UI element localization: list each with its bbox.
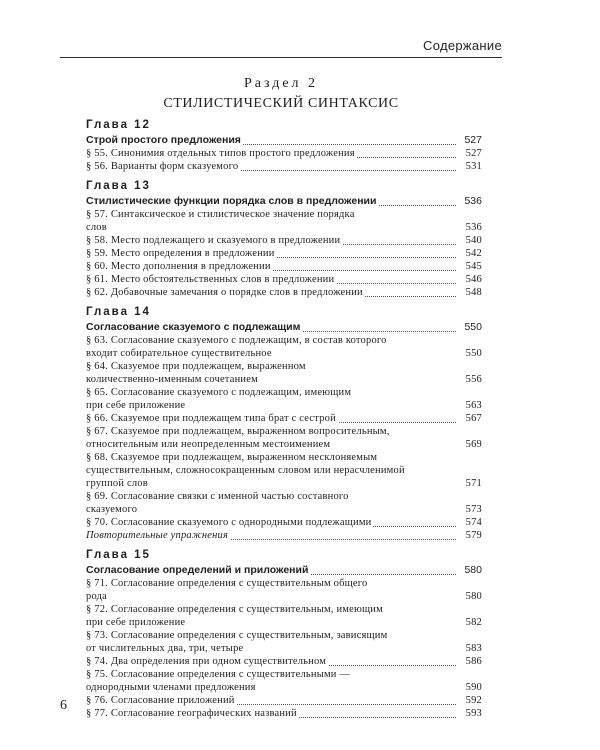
- toc-entry: [86, 286, 482, 299]
- toc-entry-line: группой слов: [86, 478, 148, 489]
- toc-entry-line: § 69. Согласование связки с именной частью составного: [86, 491, 349, 502]
- toc-entry: [86, 668, 482, 694]
- chapter-label: Глава 14: [86, 306, 151, 318]
- toc-entry-text: § 59. Место определения в предложении: [86, 248, 275, 259]
- toc-page-number: 540: [458, 234, 482, 247]
- toc-entry: [86, 234, 482, 247]
- chapter-block: [86, 179, 482, 299]
- toc-entry: [86, 655, 482, 668]
- toc-entry: [86, 529, 482, 542]
- toc-page-number: 579: [458, 529, 482, 542]
- toc-entry-text: § 58. Место подлежащего и сказуемого в предложении: [86, 235, 341, 246]
- toc-page-number: 563: [458, 399, 482, 412]
- toc-entry: [86, 603, 482, 629]
- toc-entry-line: § 71. Согласование определения с существительным общего: [86, 578, 368, 589]
- toc-entry: [86, 425, 482, 451]
- toc-page-number: 590: [458, 681, 482, 694]
- toc-page-number: 567: [458, 412, 482, 425]
- toc-entry: [86, 490, 482, 516]
- toc-entry-text: § 76. Согласование приложений: [86, 695, 235, 706]
- chapter-page-number: 580: [458, 563, 482, 577]
- toc-entry-line: § 75. Согласование определения с существительными —: [86, 669, 351, 680]
- toc-page-number: 569: [458, 438, 482, 451]
- toc-entry-line: § 73. Согласование определения с существительным, зависящим: [86, 630, 388, 641]
- toc-entry-text: [86, 208, 482, 234]
- chapter-title: [86, 320, 482, 334]
- chapter-page-number: 550: [458, 320, 482, 334]
- toc-entry: [86, 707, 482, 720]
- toc-entry-text: [86, 360, 482, 386]
- toc-entry-line: § 67. Сказуемое при подлежащем, выраженном вопросительным,: [86, 426, 390, 437]
- toc-entry-text: § 74. Два определения при одном существительном: [86, 656, 327, 667]
- toc-entry-text: § 61. Место обстоятельственных слов в предложении: [86, 274, 335, 285]
- toc-page-number: 582: [458, 616, 482, 629]
- toc-entry-text: [86, 425, 482, 451]
- toc-entry: [86, 247, 482, 260]
- toc-entry: [86, 577, 482, 603]
- toc-entry-line: входит собирательное существительное: [86, 348, 272, 359]
- toc-entry: [86, 360, 482, 386]
- toc-entry-text: [86, 603, 482, 629]
- toc-page-number: 546: [458, 273, 482, 286]
- toc-entry-text: [86, 334, 482, 360]
- chapter-title: [86, 133, 482, 147]
- toc-page-number: 583: [458, 642, 482, 655]
- toc-page-number: 580: [458, 590, 482, 603]
- chapter-label: Глава 15: [86, 549, 151, 561]
- toc-entry: [86, 694, 482, 707]
- toc-page-number: 536: [458, 221, 482, 234]
- toc-page-number: 556: [458, 373, 482, 386]
- chapter-title-text: Строй простого предложения: [86, 134, 241, 146]
- chapter-label: Глава 13: [86, 180, 151, 192]
- toc-page-number: 531: [458, 160, 482, 173]
- toc-entry-text: § 62. Добавочные замечания о порядке слов в предложении: [86, 287, 363, 298]
- chapter-page-number: 527: [458, 133, 482, 147]
- toc-entry-text: § 77. Согласование географических названий: [86, 708, 297, 719]
- toc-entry-text: [86, 386, 482, 412]
- toc-entry-text: § 60. Место дополнения в предложении: [86, 261, 271, 272]
- chapter-page-number: 536: [458, 194, 482, 208]
- chapter-title-text: Согласование сказуемого с подлежащим: [86, 321, 301, 333]
- chapter-title: [86, 194, 482, 208]
- toc-entry: [86, 629, 482, 655]
- chapter-block: [86, 118, 482, 173]
- section-title: СТИЛИСТИЧЕСКИЙ СИНТАКСИС: [163, 96, 399, 111]
- chapter-label: Глава 12: [86, 119, 151, 131]
- toc-page-number: 586: [458, 655, 482, 668]
- toc-page-number: 550: [458, 347, 482, 360]
- toc-entry-text: § 56. Варианты форм сказуемого: [86, 161, 239, 172]
- toc-entry: [86, 386, 482, 412]
- toc-page-number: 542: [458, 247, 482, 260]
- toc-entry-line: § 64. Сказуемое при подлежащем, выраженном: [86, 361, 306, 372]
- chapter-title-text: Стилистические функции порядка слов в предложении: [86, 195, 377, 207]
- table-of-contents: [86, 112, 482, 720]
- toc-entry-text: Повторительные упражнения: [86, 530, 229, 541]
- toc-entry-line: сказуемого: [86, 504, 138, 515]
- toc-entry-text: § 70. Согласование сказуемого с однородными подлежащими: [86, 517, 372, 528]
- section-label: Раздел 2: [243, 76, 319, 91]
- toc-entry: [86, 147, 482, 160]
- toc-entry-line: относительным или неопределенным местоимением: [86, 439, 331, 450]
- toc-page-number: 574: [458, 516, 482, 529]
- toc-entry: [86, 260, 482, 273]
- running-head-title: Содержание: [423, 38, 502, 53]
- toc-entry-line: § 68. Сказуемое при подлежащем, выраженном несклоняемым: [86, 452, 378, 463]
- page-number: 6: [60, 698, 67, 713]
- toc-page-number: 545: [458, 260, 482, 273]
- toc-page-number: 527: [458, 147, 482, 160]
- chapter-block: [86, 305, 482, 542]
- running-head: [60, 38, 502, 58]
- toc-entry: [86, 160, 482, 173]
- chapter-title: [86, 563, 482, 577]
- toc-entry-text: § 55. Синонимия отдельных типов простого предложения: [86, 148, 355, 159]
- toc-entry-line: слов: [86, 222, 107, 233]
- toc-entry-text: [86, 490, 482, 516]
- toc-page-number: 592: [458, 694, 482, 707]
- toc-entry: [86, 334, 482, 360]
- toc-entry-text: § 66. Сказуемое при подлежащем типа брат с сестрой: [86, 413, 336, 424]
- toc-entry-line: § 57. Синтаксическое и стилистическое значение порядка: [86, 209, 355, 220]
- chapter-block: [86, 548, 482, 720]
- toc-entry: [86, 412, 482, 425]
- toc-entry: [86, 516, 482, 529]
- toc-entry-text: [86, 577, 482, 603]
- toc-entry-line: однородными членами предложения: [86, 682, 256, 693]
- toc-entry-line: количественно-именным сочетанием: [86, 374, 258, 385]
- chapter-title-text: Согласование определений и приложений: [86, 564, 309, 576]
- toc-entry-text: [86, 629, 482, 655]
- toc-entry: [86, 273, 482, 286]
- toc-entry-text: [86, 451, 482, 490]
- toc-entry-line: § 72. Согласование определения с существительным, имеющим: [86, 604, 383, 615]
- toc-page-number: 548: [458, 286, 482, 299]
- toc-entry-line: § 63. Согласование сказуемого с подлежащим, в состав которого: [86, 335, 387, 346]
- toc-page-number: 571: [458, 477, 482, 490]
- toc-entry-line: § 65. Согласование сказуемого с подлежащим, имеющим: [86, 387, 352, 398]
- toc-entry-line: от числительных два, три, четыре: [86, 643, 244, 654]
- toc-entry-text: [86, 668, 482, 694]
- toc-entry-line: рода: [86, 591, 108, 602]
- toc-entry: [86, 208, 482, 234]
- toc-page-number: 593: [458, 707, 482, 720]
- toc-entry-line: существительным, сложносокращенным словом или нерасчленимой: [86, 465, 405, 476]
- toc-entry-line: при себе приложение: [86, 400, 186, 411]
- toc-page-number: 573: [458, 503, 482, 516]
- toc-entry-line: при себе приложение: [86, 617, 186, 628]
- toc-entry: [86, 451, 482, 490]
